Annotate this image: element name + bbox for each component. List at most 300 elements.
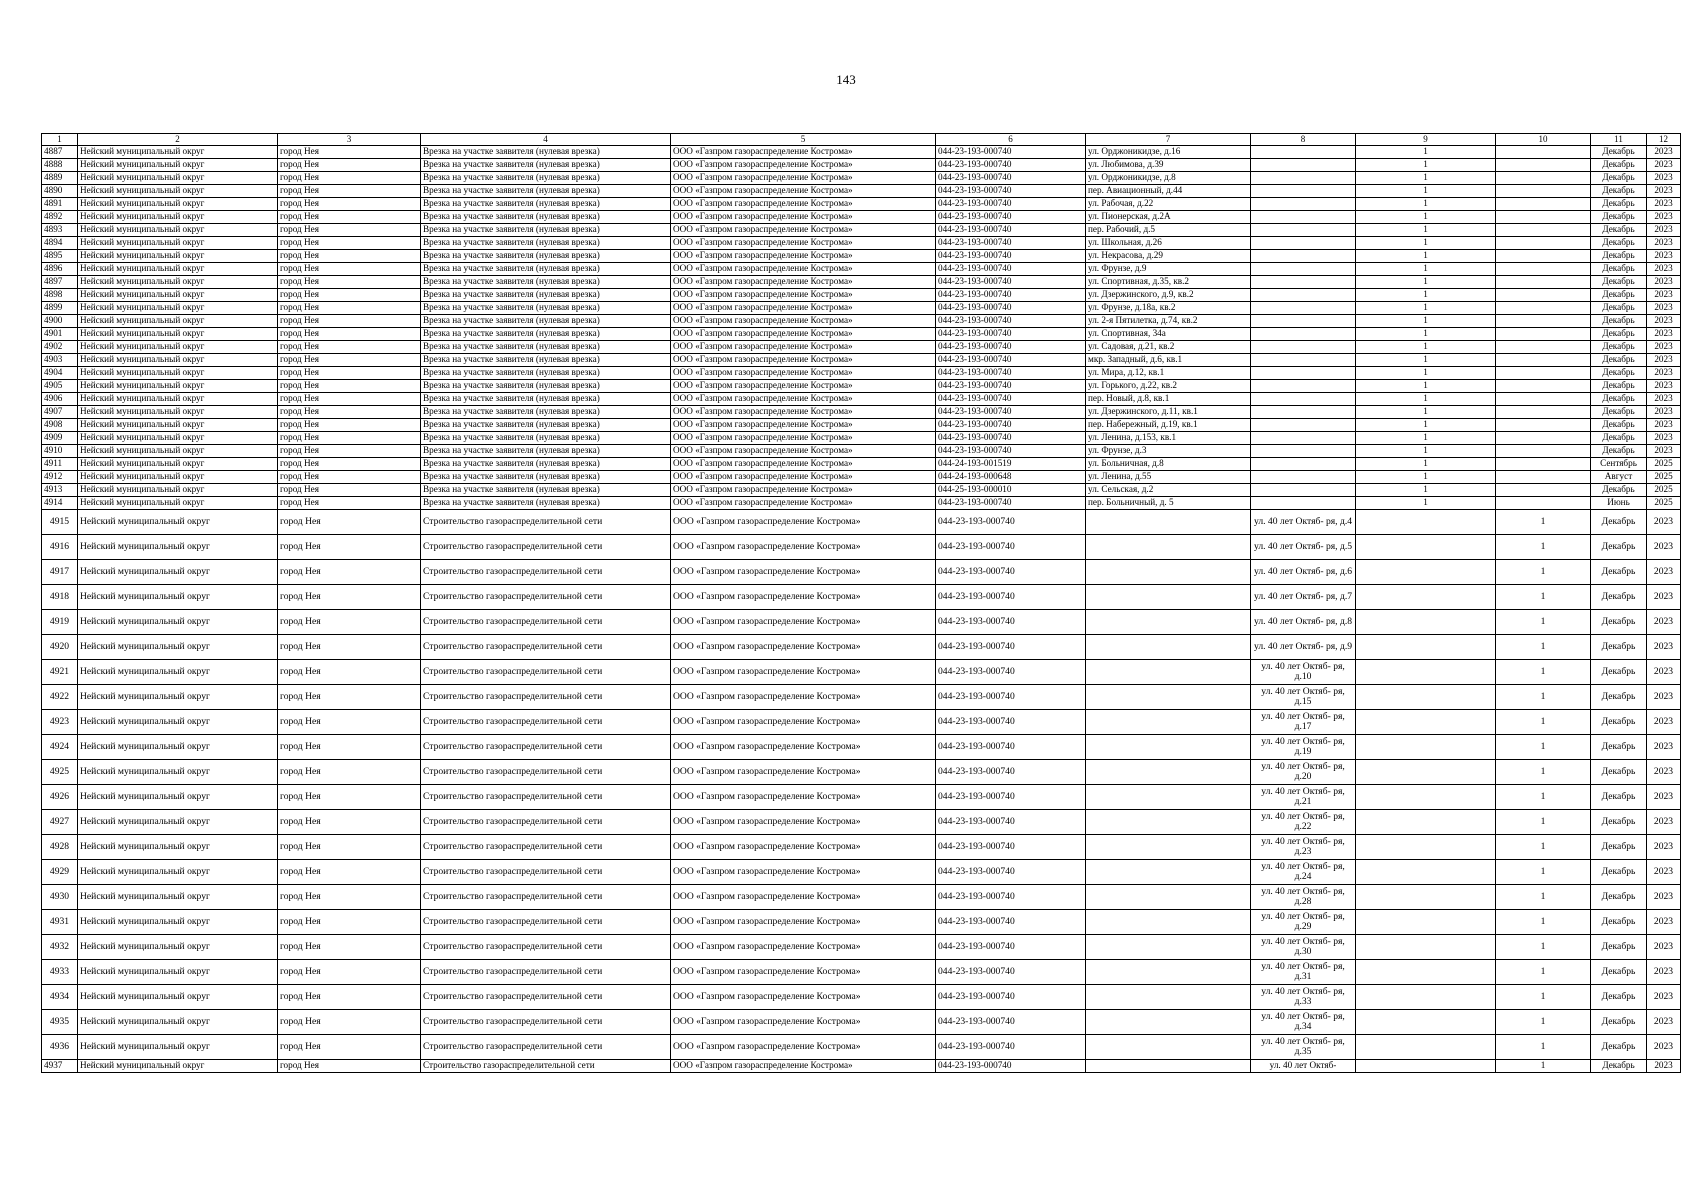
table-row xyxy=(42,354,1681,367)
work-type-cell: Строительство газораспределительной сети xyxy=(421,510,671,535)
address-cell xyxy=(1086,960,1251,985)
organization-cell: ООО «Газпром газораспределение Кострома» xyxy=(671,810,936,835)
month-cell: Декабрь xyxy=(1591,610,1647,635)
address-alt-cell: ул. 40 лет Октяб- ря, д.29 xyxy=(1251,910,1356,935)
quantity-a-cell: 1 xyxy=(1356,419,1496,432)
organization-cell: ООО «Газпром газораспределение Кострома» xyxy=(671,432,936,445)
organization-cell: ООО «Газпром газораспределение Кострома» xyxy=(671,635,936,660)
year-cell: 2023 xyxy=(1647,367,1681,380)
quantity-b-cell xyxy=(1496,354,1591,367)
quantity-b-cell xyxy=(1496,224,1591,237)
quantity-b-cell xyxy=(1496,211,1591,224)
quantity-b-cell xyxy=(1496,172,1591,185)
quantity-a-cell: 1 xyxy=(1356,484,1496,497)
address-alt-cell xyxy=(1251,172,1356,185)
address-alt-cell xyxy=(1251,302,1356,315)
quantity-b-cell: 1 xyxy=(1496,685,1591,710)
year-cell: 2023 xyxy=(1647,237,1681,250)
year-cell: 2023 xyxy=(1647,1060,1681,1073)
organization-cell: ООО «Газпром газораспределение Кострома» xyxy=(671,1035,936,1060)
address-cell xyxy=(1086,610,1251,635)
work-type-cell: Врезка на участке заявителя (нулевая врезка) xyxy=(421,406,671,419)
work-type-cell: Строительство газораспределительной сети xyxy=(421,910,671,935)
table-row xyxy=(42,419,1681,432)
organization-cell: ООО «Газпром газораспределение Кострома» xyxy=(671,185,936,198)
address-cell xyxy=(1086,585,1251,610)
organization-cell: ООО «Газпром газораспределение Кострома» xyxy=(671,484,936,497)
organization-cell: ООО «Газпром газораспределение Кострома» xyxy=(671,735,936,760)
code-cell: 044-23-193-000740 xyxy=(936,660,1086,685)
code-cell: 044-23-193-000740 xyxy=(936,172,1086,185)
city-cell: город Нея xyxy=(278,237,421,250)
district-cell: Нейский муниципальный округ xyxy=(78,785,278,810)
month-cell: Декабрь xyxy=(1591,263,1647,276)
month-cell: Август xyxy=(1591,471,1647,484)
district-cell: Нейский муниципальный округ xyxy=(78,760,278,785)
row-number-cell: 4916 xyxy=(42,535,78,560)
quantity-b-cell xyxy=(1496,289,1591,302)
quantity-b-cell xyxy=(1496,432,1591,445)
district-cell: Нейский муниципальный округ xyxy=(78,610,278,635)
city-cell: город Нея xyxy=(278,406,421,419)
table-row xyxy=(42,146,1681,159)
year-cell: 2023 xyxy=(1647,185,1681,198)
quantity-a-cell: 1 xyxy=(1356,315,1496,328)
row-number-cell: 4924 xyxy=(42,735,78,760)
year-cell: 2025 xyxy=(1647,497,1681,510)
row-number-cell: 4898 xyxy=(42,289,78,302)
year-cell: 2023 xyxy=(1647,1010,1681,1035)
month-cell: Декабрь xyxy=(1591,1060,1647,1073)
city-cell: город Нея xyxy=(278,685,421,710)
address-cell xyxy=(1086,535,1251,560)
month-cell: Декабрь xyxy=(1591,685,1647,710)
organization-cell: ООО «Газпром газораспределение Кострома» xyxy=(671,860,936,885)
organization-cell: ООО «Газпром газораспределение Кострома» xyxy=(671,610,936,635)
district-cell: Нейский муниципальный округ xyxy=(78,484,278,497)
work-type-cell: Строительство газораспределительной сети xyxy=(421,935,671,960)
year-cell: 2023 xyxy=(1647,960,1681,985)
code-cell: 044-23-193-000740 xyxy=(936,211,1086,224)
table-row xyxy=(42,380,1681,393)
quantity-b-cell xyxy=(1496,380,1591,393)
district-cell: Нейский муниципальный округ xyxy=(78,185,278,198)
address-cell xyxy=(1086,910,1251,935)
month-cell: Декабрь xyxy=(1591,380,1647,393)
table-row xyxy=(42,535,1681,560)
quantity-b-cell xyxy=(1496,250,1591,263)
district-cell: Нейский муниципальный округ xyxy=(78,660,278,685)
table-row xyxy=(42,458,1681,471)
organization-cell: ООО «Газпром газораспределение Кострома» xyxy=(671,785,936,810)
quantity-b-cell xyxy=(1496,146,1591,159)
organization-cell: ООО «Газпром газораспределение Кострома» xyxy=(671,760,936,785)
district-cell: Нейский муниципальный округ xyxy=(78,635,278,660)
code-cell: 044-23-193-000740 xyxy=(936,910,1086,935)
quantity-a-cell: 1 xyxy=(1356,289,1496,302)
organization-cell: ООО «Газпром газораспределение Кострома» xyxy=(671,660,936,685)
month-cell: Декабрь xyxy=(1591,367,1647,380)
organization-cell: ООО «Газпром газораспределение Кострома» xyxy=(671,710,936,735)
organization-cell: ООО «Газпром газораспределение Кострома» xyxy=(671,445,936,458)
address-cell xyxy=(1086,1035,1251,1060)
month-cell: Декабрь xyxy=(1591,1010,1647,1035)
table-row xyxy=(42,198,1681,211)
year-cell: 2023 xyxy=(1647,341,1681,354)
city-cell: город Нея xyxy=(278,146,421,159)
address-alt-cell: ул. 40 лет Октяб- ря, д.7 xyxy=(1251,585,1356,610)
row-number-cell: 4899 xyxy=(42,302,78,315)
work-type-cell: Врезка на участке заявителя (нулевая врезка) xyxy=(421,328,671,341)
district-cell: Нейский муниципальный округ xyxy=(78,159,278,172)
address-alt-cell xyxy=(1251,341,1356,354)
month-cell: Декабрь xyxy=(1591,328,1647,341)
table-row xyxy=(42,1010,1681,1035)
organization-cell: ООО «Газпром газораспределение Кострома» xyxy=(671,935,936,960)
year-cell: 2023 xyxy=(1647,810,1681,835)
quantity-b-cell: 1 xyxy=(1496,535,1591,560)
table-row xyxy=(42,760,1681,785)
row-number-cell: 4926 xyxy=(42,785,78,810)
row-number-cell: 4909 xyxy=(42,432,78,445)
table-row xyxy=(42,224,1681,237)
code-cell: 044-23-193-000740 xyxy=(936,735,1086,760)
address-alt-cell xyxy=(1251,367,1356,380)
table-row xyxy=(42,289,1681,302)
city-cell: город Нея xyxy=(278,1060,421,1073)
city-cell: город Нея xyxy=(278,315,421,328)
year-cell: 2023 xyxy=(1647,635,1681,660)
code-cell: 044-23-193-000740 xyxy=(936,1060,1086,1073)
quantity-b-cell: 1 xyxy=(1496,760,1591,785)
quantity-a-cell: 1 xyxy=(1356,211,1496,224)
work-type-cell: Строительство газораспределительной сети xyxy=(421,960,671,985)
code-cell: 044-23-193-000740 xyxy=(936,860,1086,885)
address-alt-cell xyxy=(1251,406,1356,419)
month-cell: Декабрь xyxy=(1591,211,1647,224)
quantity-a-cell: 1 xyxy=(1356,471,1496,484)
address-cell xyxy=(1086,885,1251,910)
quantity-b-cell: 1 xyxy=(1496,785,1591,810)
address-alt-cell xyxy=(1251,471,1356,484)
month-cell: Июнь xyxy=(1591,497,1647,510)
quantity-b-cell xyxy=(1496,315,1591,328)
address-cell xyxy=(1086,810,1251,835)
year-cell: 2023 xyxy=(1647,354,1681,367)
column-header: 12 xyxy=(1647,134,1681,146)
district-cell: Нейский муниципальный округ xyxy=(78,1010,278,1035)
work-type-cell: Строительство газораспределительной сети xyxy=(421,535,671,560)
table-row xyxy=(42,445,1681,458)
year-cell: 2023 xyxy=(1647,263,1681,276)
quantity-a-cell xyxy=(1356,510,1496,535)
quantity-b-cell: 1 xyxy=(1496,860,1591,885)
address-alt-cell xyxy=(1251,276,1356,289)
work-type-cell: Строительство газораспределительной сети xyxy=(421,635,671,660)
quantity-a-cell xyxy=(1356,560,1496,585)
table-row xyxy=(42,935,1681,960)
row-number-cell: 4917 xyxy=(42,560,78,585)
address-alt-cell xyxy=(1251,224,1356,237)
table-row xyxy=(42,635,1681,660)
table-row xyxy=(42,484,1681,497)
code-cell: 044-23-193-000740 xyxy=(936,445,1086,458)
row-number-cell: 4929 xyxy=(42,860,78,885)
address-alt-cell: ул. 40 лет Октяб- ря, д.17 xyxy=(1251,710,1356,735)
address-cell: ул. Фрунзе, д.18а, кв.2 xyxy=(1086,302,1251,315)
month-cell: Декабрь xyxy=(1591,341,1647,354)
month-cell: Декабрь xyxy=(1591,785,1647,810)
quantity-a-cell xyxy=(1356,535,1496,560)
year-cell: 2023 xyxy=(1647,585,1681,610)
quantity-a-cell xyxy=(1356,585,1496,610)
address-cell xyxy=(1086,560,1251,585)
month-cell: Декабрь xyxy=(1591,1035,1647,1060)
code-cell: 044-23-193-000740 xyxy=(936,159,1086,172)
city-cell: город Нея xyxy=(278,484,421,497)
quantity-b-cell xyxy=(1496,458,1591,471)
year-cell: 2023 xyxy=(1647,1035,1681,1060)
quantity-b-cell xyxy=(1496,302,1591,315)
address-alt-cell xyxy=(1251,289,1356,302)
district-cell: Нейский муниципальный округ xyxy=(78,458,278,471)
quantity-b-cell: 1 xyxy=(1496,960,1591,985)
address-alt-cell: ул. 40 лет Октяб- ря, д.35 xyxy=(1251,1035,1356,1060)
code-cell: 044-23-193-000740 xyxy=(936,1035,1086,1060)
work-type-cell: Строительство газораспределительной сети xyxy=(421,610,671,635)
table-row xyxy=(42,1060,1681,1073)
organization-cell: ООО «Газпром газораспределение Кострома» xyxy=(671,354,936,367)
year-cell: 2023 xyxy=(1647,276,1681,289)
column-header: 9 xyxy=(1356,134,1496,146)
address-alt-cell: ул. 40 лет Октяб- ря, д.20 xyxy=(1251,760,1356,785)
address-cell xyxy=(1086,660,1251,685)
quantity-b-cell xyxy=(1496,393,1591,406)
district-cell: Нейский муниципальный округ xyxy=(78,328,278,341)
work-type-cell: Врезка на участке заявителя (нулевая врезка) xyxy=(421,185,671,198)
row-number-cell: 4897 xyxy=(42,276,78,289)
quantity-b-cell: 1 xyxy=(1496,735,1591,760)
district-cell: Нейский муниципальный округ xyxy=(78,263,278,276)
district-cell: Нейский муниципальный округ xyxy=(78,585,278,610)
district-cell: Нейский муниципальный округ xyxy=(78,835,278,860)
month-cell: Декабрь xyxy=(1591,198,1647,211)
city-cell: город Нея xyxy=(278,380,421,393)
table-row xyxy=(42,315,1681,328)
row-number-cell: 4920 xyxy=(42,635,78,660)
district-cell: Нейский муниципальный округ xyxy=(78,710,278,735)
code-cell: 044-23-193-000740 xyxy=(936,960,1086,985)
row-number-cell: 4918 xyxy=(42,585,78,610)
city-cell: город Нея xyxy=(278,910,421,935)
address-cell: ул. Сельская, д.2 xyxy=(1086,484,1251,497)
city-cell: город Нея xyxy=(278,224,421,237)
district-cell: Нейский муниципальный округ xyxy=(78,810,278,835)
row-number-cell: 4932 xyxy=(42,935,78,960)
address-alt-cell: ул. 40 лет Октяб- ря, д.23 xyxy=(1251,835,1356,860)
row-number-cell: 4910 xyxy=(42,445,78,458)
month-cell: Декабрь xyxy=(1591,276,1647,289)
quantity-a-cell xyxy=(1356,1060,1496,1073)
district-cell: Нейский муниципальный округ xyxy=(78,250,278,263)
city-cell: город Нея xyxy=(278,159,421,172)
row-number-cell: 4906 xyxy=(42,393,78,406)
address-alt-cell xyxy=(1251,484,1356,497)
quantity-a-cell xyxy=(1356,635,1496,660)
city-cell: город Нея xyxy=(278,289,421,302)
district-cell: Нейский муниципальный округ xyxy=(78,860,278,885)
quantity-a-cell xyxy=(1356,960,1496,985)
quantity-b-cell xyxy=(1496,419,1591,432)
row-number-cell: 4913 xyxy=(42,484,78,497)
month-cell: Декабрь xyxy=(1591,419,1647,432)
code-cell: 044-23-193-000740 xyxy=(936,367,1086,380)
address-alt-cell xyxy=(1251,393,1356,406)
work-type-cell: Врезка на участке заявителя (нулевая врезка) xyxy=(421,315,671,328)
work-type-cell: Строительство газораспределительной сети xyxy=(421,985,671,1010)
address-alt-cell: ул. 40 лет Октяб- ря, д.34 xyxy=(1251,1010,1356,1035)
row-number-cell: 4933 xyxy=(42,960,78,985)
code-cell: 044-23-193-000740 xyxy=(936,810,1086,835)
address-cell: ул. Орджоникидзе, д.16 xyxy=(1086,146,1251,159)
address-alt-cell: ул. 40 лет Октяб- ря, д.19 xyxy=(1251,735,1356,760)
quantity-a-cell: 1 xyxy=(1356,432,1496,445)
address-cell: ул. Горького, д.22, кв.2 xyxy=(1086,380,1251,393)
district-cell: Нейский муниципальный округ xyxy=(78,380,278,393)
address-alt-cell: ул. 40 лет Октяб- ря, д.30 xyxy=(1251,935,1356,960)
quantity-a-cell: 1 xyxy=(1356,497,1496,510)
row-number-cell: 4936 xyxy=(42,1035,78,1060)
district-cell: Нейский муниципальный округ xyxy=(78,735,278,760)
organization-cell: ООО «Газпром газораспределение Кострома» xyxy=(671,393,936,406)
city-cell: город Нея xyxy=(278,735,421,760)
work-type-cell: Врезка на участке заявителя (нулевая врезка) xyxy=(421,497,671,510)
district-cell: Нейский муниципальный округ xyxy=(78,910,278,935)
code-cell: 044-23-193-000740 xyxy=(936,510,1086,535)
page-number: 143 xyxy=(836,72,856,87)
organization-cell: ООО «Газпром газораспределение Кострома» xyxy=(671,263,936,276)
address-alt-cell xyxy=(1251,237,1356,250)
address-alt-cell: ул. 40 лет Октяб- ря, д.24 xyxy=(1251,860,1356,885)
address-cell: пер. Авиационный, д.44 xyxy=(1086,185,1251,198)
work-type-cell: Строительство газораспределительной сети xyxy=(421,785,671,810)
code-cell: 044-23-193-000740 xyxy=(936,535,1086,560)
code-cell: 044-25-193-000010 xyxy=(936,484,1086,497)
month-cell: Декабрь xyxy=(1591,885,1647,910)
address-cell: ул. Дзержинского, д.11, кв.1 xyxy=(1086,406,1251,419)
table-row xyxy=(42,910,1681,935)
code-cell: 044-23-193-000740 xyxy=(936,419,1086,432)
address-cell xyxy=(1086,760,1251,785)
quantity-b-cell xyxy=(1496,484,1591,497)
district-cell: Нейский муниципальный округ xyxy=(78,510,278,535)
address-alt-cell xyxy=(1251,263,1356,276)
work-type-cell: Врезка на участке заявителя (нулевая врезка) xyxy=(421,211,671,224)
quantity-a-cell xyxy=(1356,910,1496,935)
quantity-a-cell: 1 xyxy=(1356,458,1496,471)
address-cell xyxy=(1086,735,1251,760)
quantity-a-cell xyxy=(1356,610,1496,635)
table-row xyxy=(42,250,1681,263)
district-cell: Нейский муниципальный округ xyxy=(78,432,278,445)
row-number-cell: 4902 xyxy=(42,341,78,354)
year-cell: 2023 xyxy=(1647,685,1681,710)
district-cell: Нейский муниципальный округ xyxy=(78,224,278,237)
month-cell: Декабрь xyxy=(1591,159,1647,172)
district-cell: Нейский муниципальный округ xyxy=(78,289,278,302)
address-cell xyxy=(1086,1060,1251,1073)
city-cell: город Нея xyxy=(278,198,421,211)
year-cell: 2023 xyxy=(1647,710,1681,735)
organization-cell: ООО «Газпром газораспределение Кострома» xyxy=(671,341,936,354)
quantity-b-cell: 1 xyxy=(1496,610,1591,635)
quantity-a-cell xyxy=(1356,835,1496,860)
work-type-cell: Врезка на участке заявителя (нулевая врезка) xyxy=(421,289,671,302)
table-row xyxy=(42,835,1681,860)
address-alt-cell: ул. 40 лет Октяб- ря, д.21 xyxy=(1251,785,1356,810)
code-cell: 044-23-193-000740 xyxy=(936,315,1086,328)
organization-cell: ООО «Газпром газораспределение Кострома» xyxy=(671,471,936,484)
city-cell: город Нея xyxy=(278,835,421,860)
address-cell: ул. Ленина, д.153, кв.1 xyxy=(1086,432,1251,445)
quantity-a-cell: 1 xyxy=(1356,224,1496,237)
code-cell: 044-23-193-000740 xyxy=(936,985,1086,1010)
district-cell: Нейский муниципальный округ xyxy=(78,198,278,211)
city-cell: город Нея xyxy=(278,497,421,510)
address-cell: ул. Фрунзе, д.3 xyxy=(1086,445,1251,458)
quantity-a-cell xyxy=(1356,660,1496,685)
quantity-a-cell xyxy=(1356,860,1496,885)
address-alt-cell: ул. 40 лет Октяб- ря, д.4 xyxy=(1251,510,1356,535)
register-table xyxy=(41,133,1681,1073)
quantity-a-cell xyxy=(1356,810,1496,835)
address-cell: пер. Больничный, д. 5 xyxy=(1086,497,1251,510)
quantity-a-cell: 1 xyxy=(1356,159,1496,172)
row-number-cell: 4903 xyxy=(42,354,78,367)
organization-cell: ООО «Газпром газораспределение Кострома» xyxy=(671,315,936,328)
city-cell: город Нея xyxy=(278,263,421,276)
organization-cell: ООО «Газпром газораспределение Кострома» xyxy=(671,535,936,560)
code-cell: 044-23-193-000740 xyxy=(936,497,1086,510)
city-cell: город Нея xyxy=(278,276,421,289)
row-number-cell: 4925 xyxy=(42,760,78,785)
work-type-cell: Строительство газораспределительной сети xyxy=(421,585,671,610)
quantity-a-cell: 1 xyxy=(1356,146,1496,159)
code-cell: 044-24-193-000648 xyxy=(936,471,1086,484)
table-row xyxy=(42,263,1681,276)
address-cell: ул. Любимова, д.39 xyxy=(1086,159,1251,172)
work-type-cell: Врезка на участке заявителя (нулевая врезка) xyxy=(421,367,671,380)
table-row xyxy=(42,302,1681,315)
organization-cell: ООО «Газпром газораспределение Кострома» xyxy=(671,250,936,263)
year-cell: 2025 xyxy=(1647,471,1681,484)
row-number-cell: 4927 xyxy=(42,810,78,835)
quantity-b-cell xyxy=(1496,367,1591,380)
quantity-a-cell: 1 xyxy=(1356,367,1496,380)
month-cell: Декабрь xyxy=(1591,172,1647,185)
district-cell: Нейский муниципальный округ xyxy=(78,960,278,985)
code-cell: 044-23-193-000740 xyxy=(936,1010,1086,1035)
work-type-cell: Врезка на участке заявителя (нулевая врезка) xyxy=(421,445,671,458)
address-cell xyxy=(1086,860,1251,885)
column-header: 11 xyxy=(1591,134,1647,146)
quantity-b-cell: 1 xyxy=(1496,660,1591,685)
code-cell: 044-23-193-000740 xyxy=(936,263,1086,276)
work-type-cell: Строительство газораспределительной сети xyxy=(421,810,671,835)
row-number-cell: 4904 xyxy=(42,367,78,380)
table-row xyxy=(42,393,1681,406)
column-header: 5 xyxy=(671,134,936,146)
